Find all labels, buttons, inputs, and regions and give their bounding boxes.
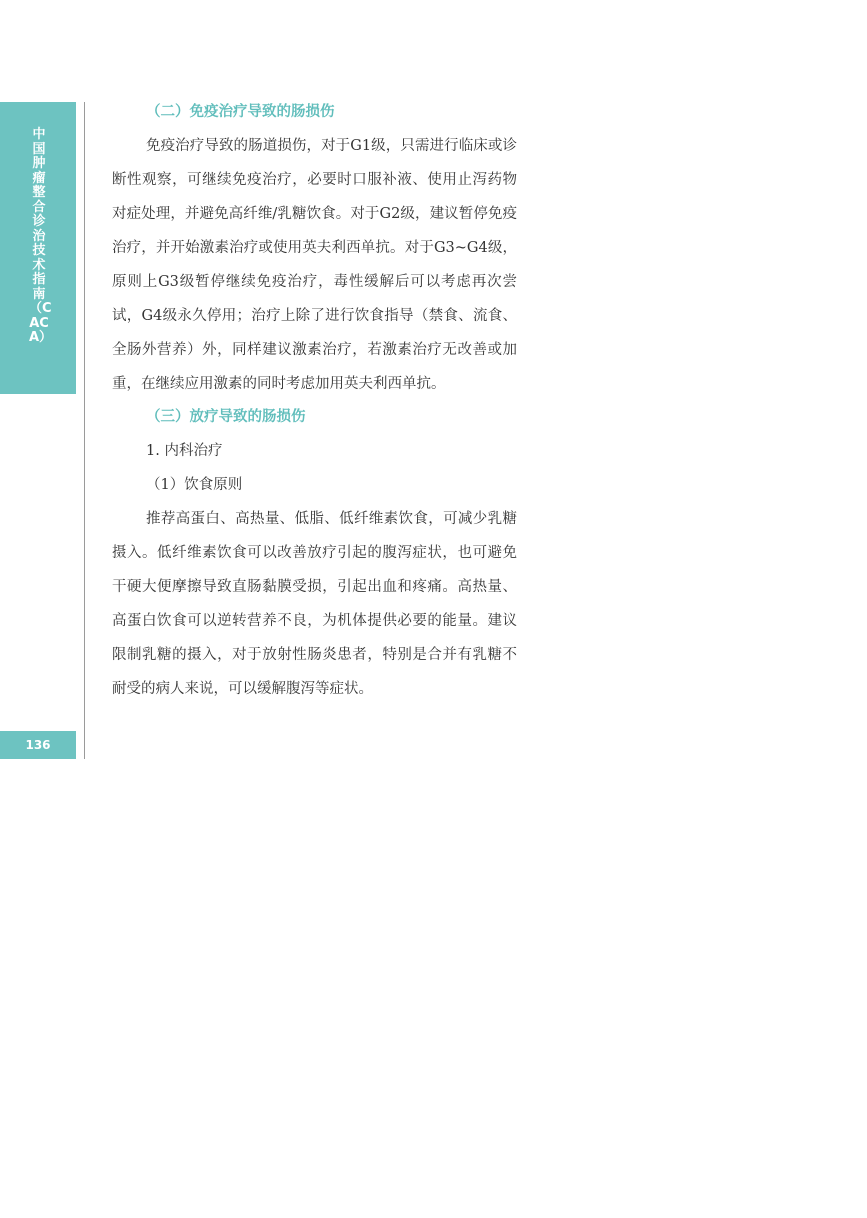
- paragraph-immunotherapy: 免疫治疗导致的肠道损伤，对于G1级，只需进行临床或诊断性观察，可继续免疫治疗，必要时口服补液、使用止泻药物对症处理，并避免高纤维/乳糖饮食。对于G2级，建议暂停免疫治疗，并开始激素治疗或使用英夫利西单抗。对于G3~G4级，原则上G3级暂停继续免疫治疗，毒性缓解后可以考虑再次尝试，G4级永久停用；治疗上除了进行饮食指导（禁食、流食、全肠外营养）外，同样建议激素治疗，若激素治疗无改善或加重，在继续应用激素的同时考虑加用英夫利西单抗。: [112, 138, 517, 392]
- margin-divider: [84, 102, 85, 759]
- page-number: 136: [25, 738, 51, 752]
- book-title: 中国肿瘤整合诊治技术指南（CACA）: [29, 127, 53, 345]
- subheading-medical-treatment: 1. 内科治疗: [146, 443, 223, 459]
- section-heading-radiotherapy: （三）放疗导致的肠损伤: [146, 409, 306, 425]
- main-content: [112, 96, 517, 706]
- paragraph-diet: 推荐高蛋白、高热量、低脂、低纤维素饮食，可减少乳糖摄入。低纤维素饮食可以改善放疗引起的腹泻症状，也可避免干硬大便摩擦导致直肠黏膜受损，引起出血和疼痛。高热量、高蛋白饮食可以逆转营养不良，为机体提供必要的能量。建议限制乳糖的摄入，对于放射性肠炎患者，特别是合并有乳糖不耐受的病人来说，可以缓解腹泻等症状。: [112, 511, 517, 697]
- section-heading-immunotherapy: （二）免疫治疗导致的肠损伤: [146, 104, 335, 120]
- subheading-diet-principle: （1）饮食原则: [146, 477, 243, 493]
